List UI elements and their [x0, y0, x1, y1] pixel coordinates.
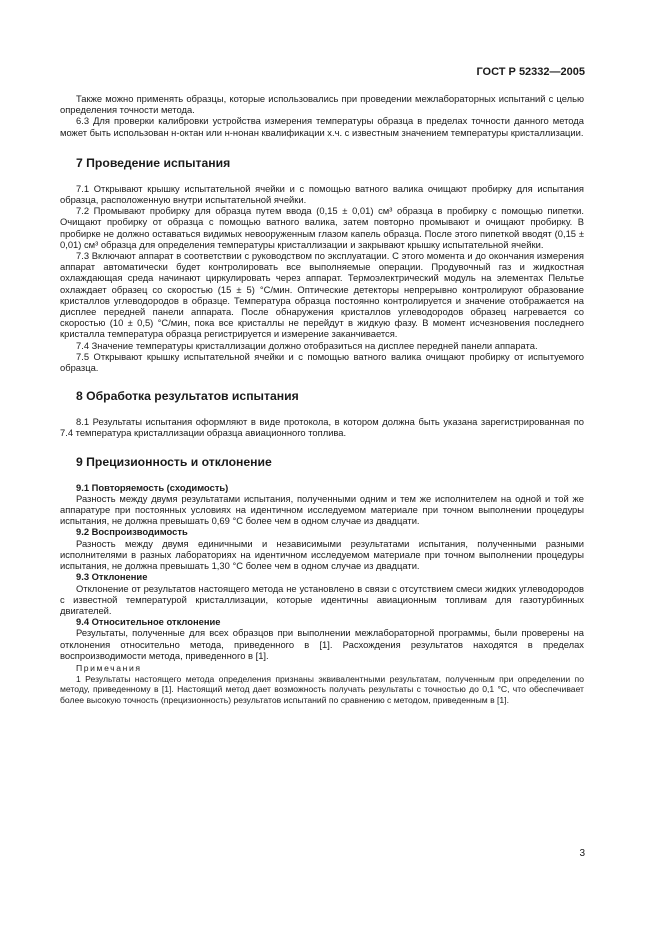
notes-title: Примечания: [76, 662, 142, 673]
subsection-heading: 9.1 Повторяемость (сходимость): [76, 481, 229, 493]
paragraph: 7.2 Промывают пробирку для образца путем ввода (0,15 ± 0,01) см³ образца в пробирку с помощью пипетки. Очищают пробирку от образца с помощью ватного валика, затем повторно промывают и очищают пробирку. В пробирке не должно оставаться видимых невооруженным глазом капель образца. После этого пипеткой вводят (0,15 ± 0,01) см³ образца для определения температуры кристаллизации и закрывают крышку испытательной ячейки.: [60, 205, 584, 250]
section-heading-8: 8 Обработка результатов испытания: [76, 389, 299, 404]
paragraph: 7.3 Включают аппарат в соответствии с руководством по эксплуатации. С этого момента и до окончания измерения аппарат автоматически будет контролировать все выполняемые операции. Продувочный газ и жидкостная охлаждающая среда начинают циркулировать через аппарат. Термоэлектрический модуль на элементах Пельтье охлаждает образец со скоростью (15 ± 5) °С/мин. Оптические детекторы непрерывно контролируют образование кристаллов углеводородов в образце. Температура образца постоянно контролируется и значение отображается на дисплее передней панели аппарата. После обнаружения кристаллов углеводородов образец нагревается со скоростью (10 ± 0,5) °С/мин, пока все кристаллы не перейдут в жидкую фазу. В момент исчезновения последнего кристалла температура образца регистрируется и измерение заканчивается.: [60, 250, 584, 340]
section-heading-7: 7 Проведение испытания: [76, 155, 231, 170]
paragraph: Разность между двумя результатами испытания, полученными одним и тем же исполнителем на одной и той же аппаратуре при постоянных условиях на идентичном исследуемом материале при точном выполнении процедуры испытания, не должна превышать 0,69 °С более чем в одном случае из двадцати.: [60, 492, 584, 527]
paragraph: Отклонение от результатов настоящего метода не установлено в связи с отсутствием смеси жидких углеводородов с известной температурой кристаллизации, которые идентичны авиационным топливам для газотурбинных двигателей.: [60, 582, 584, 616]
document-body: [60, 93, 584, 705]
paragraph: Также можно применять образцы, которые использовались при проведении межлабораторных испытаний с целью определения точности метода.: [60, 93, 584, 116]
paragraph: 7.1 Открывают крышку испытательной ячейки и с помощью ватного валика очищают пробирку для испытания образца, расположенную внутри испытательной ячейки.: [60, 182, 584, 206]
page-number: 3: [579, 848, 585, 859]
section-heading-9: 9 Прецизионность и отклонение: [76, 454, 272, 469]
paragraph: Результаты, полученные для всех образцов при выполнении межлабораторной программы, были проверены на отклонения относительно метода, приведенного в [1]. Расхождения результатов находятся в пределах воспроизводимости метода, приведенного в [1].: [60, 627, 584, 661]
paragraph: 7.5 Открывают крышку испытательной ячейки и с помощью ватного валика очищают пробирку от испытуемого образца.: [60, 350, 584, 374]
subsection-heading: 9.2 Воспроизводимость: [76, 526, 188, 538]
document-header: ГОСТ Р 52332—2005: [476, 66, 585, 78]
paragraph: 8.1 Результаты испытания оформляют в виде протокола, в котором должна быть указана зарегистрированная по 7.4 температура кристаллизации образца авиационного топлива.: [60, 416, 584, 439]
paragraph: 6.3 Для проверки калибровки устройства измерения температуры образца в пределах точности данного метода может быть использован н-октан или н-нонан квалификации х.ч. с известным значением температуры кристаллизации.: [60, 115, 584, 138]
subsection-heading: 9.3 Отклонение: [76, 571, 148, 583]
paragraph: 7.4 Значение температуры кристаллизации должно отобразиться на дисплее передней панели аппарата.: [76, 339, 538, 351]
note-item: 1 Результаты настоящего метода определения признаны эквивалентными результатам, полученным при определении по методу, приведенному в [1]. Настоящий метод дает возможность получать результаты с точностью до 0,1 °С, что обеспечивает более высокую точность (прецизионность) результатов испытаний по сравнению с методом, приведенным в [1].: [60, 673, 584, 705]
subsection-heading: 9.4 Относительное отклонение: [76, 616, 221, 628]
paragraph: Разность между двумя единичными и независимыми результатами испытания, полученными разными исполнителями в разных лабораториях на идентичном исследуемом материале при точном выполнении процедуры испытания, не должна превышать 1,30 °С более чем в одном случае из двадцати.: [60, 537, 584, 572]
